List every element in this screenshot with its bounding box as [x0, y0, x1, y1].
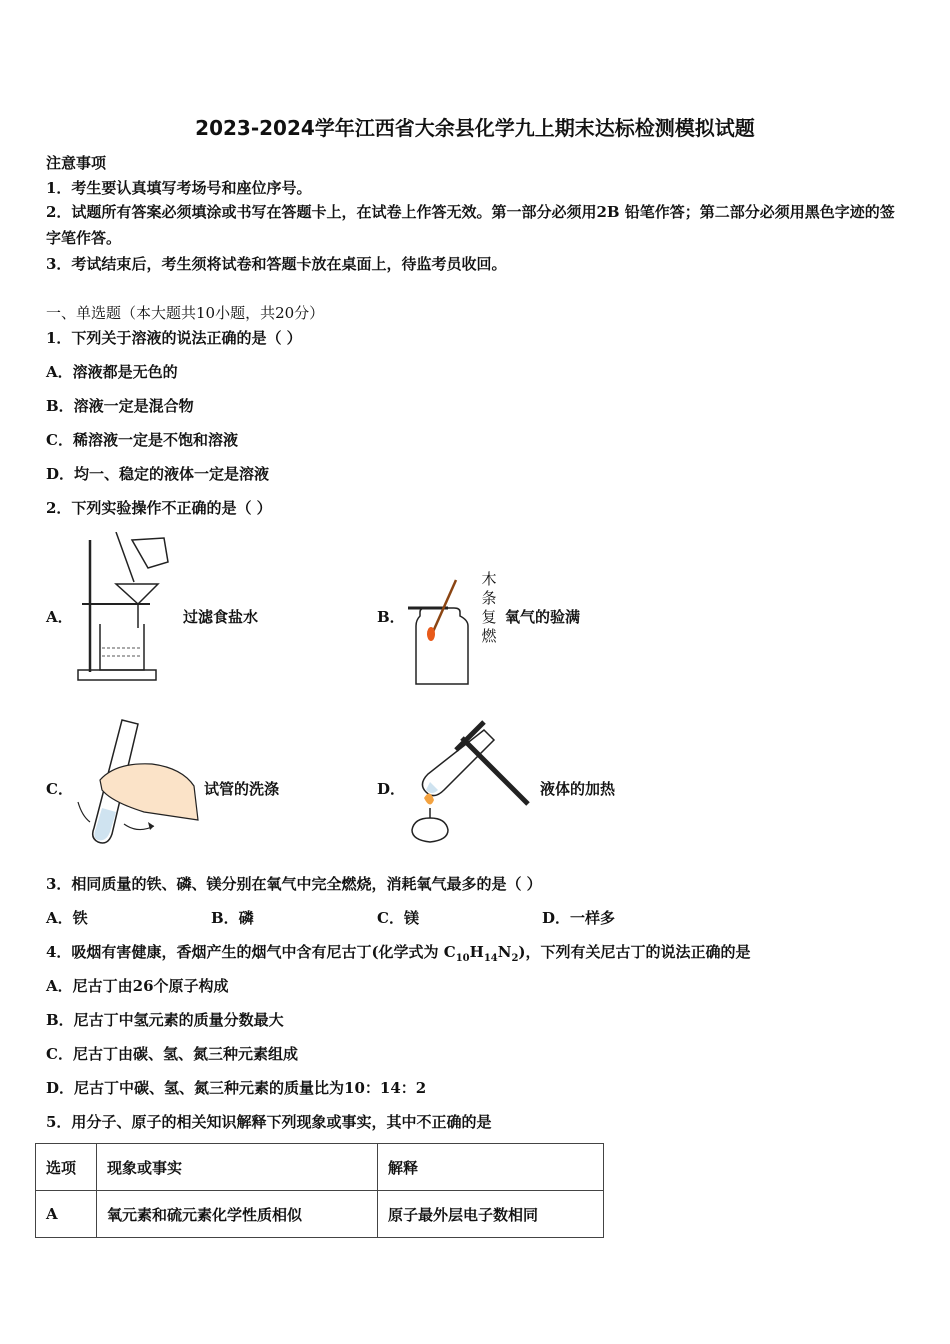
wood-ignites-annotation: 木 条 复 燃 — [481, 570, 497, 645]
table-header-row — [36, 1144, 604, 1191]
q3-stem: 3．相同质量的铁、磷、镁分别在氧气中完全燃烧，消耗氧气最多的是（ ） — [46, 875, 542, 893]
q2-option-d-caption: 液体的加热 — [540, 780, 616, 798]
filtration-apparatus-figure — [72, 532, 172, 684]
q4-stem: 4．吸烟有害健康，香烟产生的烟气中含有尼古丁(化学式为 $C_{10}H_{14}N_2$)，下列有关尼古丁的说法正确的是 — [46, 943, 751, 964]
notice-item-2: 2．试题所有答案必须填涂或书写在答题卡上，在试卷上作答无效。第一部分必须用2B 铅笔作答；第二部分必须用黑色字迹的签字笔作答。 — [46, 203, 895, 247]
q3-option-c: C．镁 — [377, 909, 419, 927]
section-heading: 一、单选题（本大题共10小题，共20分） — [46, 304, 325, 322]
q4-option-b: B．尼古丁中氢元素的质量分数最大 — [46, 1011, 284, 1029]
q2-option-c-caption: 试管的洗涤 — [204, 780, 280, 798]
q3-option-a: A．铁 — [46, 909, 88, 927]
q2-option-c-label: C． — [46, 780, 73, 798]
q3-option-b: B．磷 — [211, 909, 254, 927]
notice-item-1: 1．考生要认真填写考场号和座位序号。 — [46, 179, 312, 197]
test-tube-washing-figure — [72, 716, 202, 850]
table-row — [36, 1191, 604, 1238]
q2-stem: 2．下列实验操作不正确的是（ ） — [46, 499, 272, 517]
oxygen-test-figure — [404, 576, 476, 688]
notice-item-3: 3．考试结束后，考生须将试卷和答题卡放在桌面上，待监考员收回。 — [46, 255, 507, 273]
notice-heading: 注意事项 — [46, 154, 107, 172]
table-cell: 氧元素和硫元素化学性质相似 — [97, 1191, 378, 1238]
table-header-cell: 解释 — [378, 1144, 604, 1191]
q1-stem: 1．下列关于溶液的说法正确的是（ ） — [46, 329, 302, 347]
q5-stem: 5．用分子、原子的相关知识解释下列现象或事实，其中不正确的是 — [46, 1113, 492, 1131]
table-header-cell: 现象或事实 — [97, 1144, 378, 1191]
q3-option-d: D．一样多 — [542, 909, 616, 927]
q2-option-d-label: D． — [377, 780, 406, 798]
table-cell: 原子最外层电子数相同 — [378, 1191, 604, 1238]
q2-option-a-label: A． — [46, 608, 73, 626]
q5-table — [35, 1143, 604, 1238]
table-cell: A — [36, 1191, 97, 1238]
q1-option-d: D．均一、稳定的液体一定是溶液 — [46, 465, 270, 483]
q1-option-b: B．溶液一定是混合物 — [46, 397, 194, 415]
q4-option-d: D．尼古丁中碳、氢、氮三种元素的质量比为10：14：2 — [46, 1079, 427, 1097]
q4-option-c: C．尼古丁由碳、氢、氮三种元素组成 — [46, 1045, 298, 1063]
table-header-cell: 选项 — [36, 1144, 97, 1191]
q4-option-a: A．尼古丁由26个原子构成 — [46, 977, 229, 995]
q2-option-b-caption: 氧气的验满 — [505, 608, 581, 626]
q2-option-b-label: B． — [377, 608, 405, 626]
q1-option-c: C．稀溶液一定是不饱和溶液 — [46, 431, 238, 449]
q2-option-a-caption: 过滤食盐水 — [183, 608, 259, 626]
liquid-heating-figure — [404, 716, 536, 850]
q1-option-a: A．溶液都是无色的 — [46, 363, 178, 381]
page-title: 2023-2024学年江西省大余县化学九上期末达标检测模拟试题 — [195, 116, 755, 140]
